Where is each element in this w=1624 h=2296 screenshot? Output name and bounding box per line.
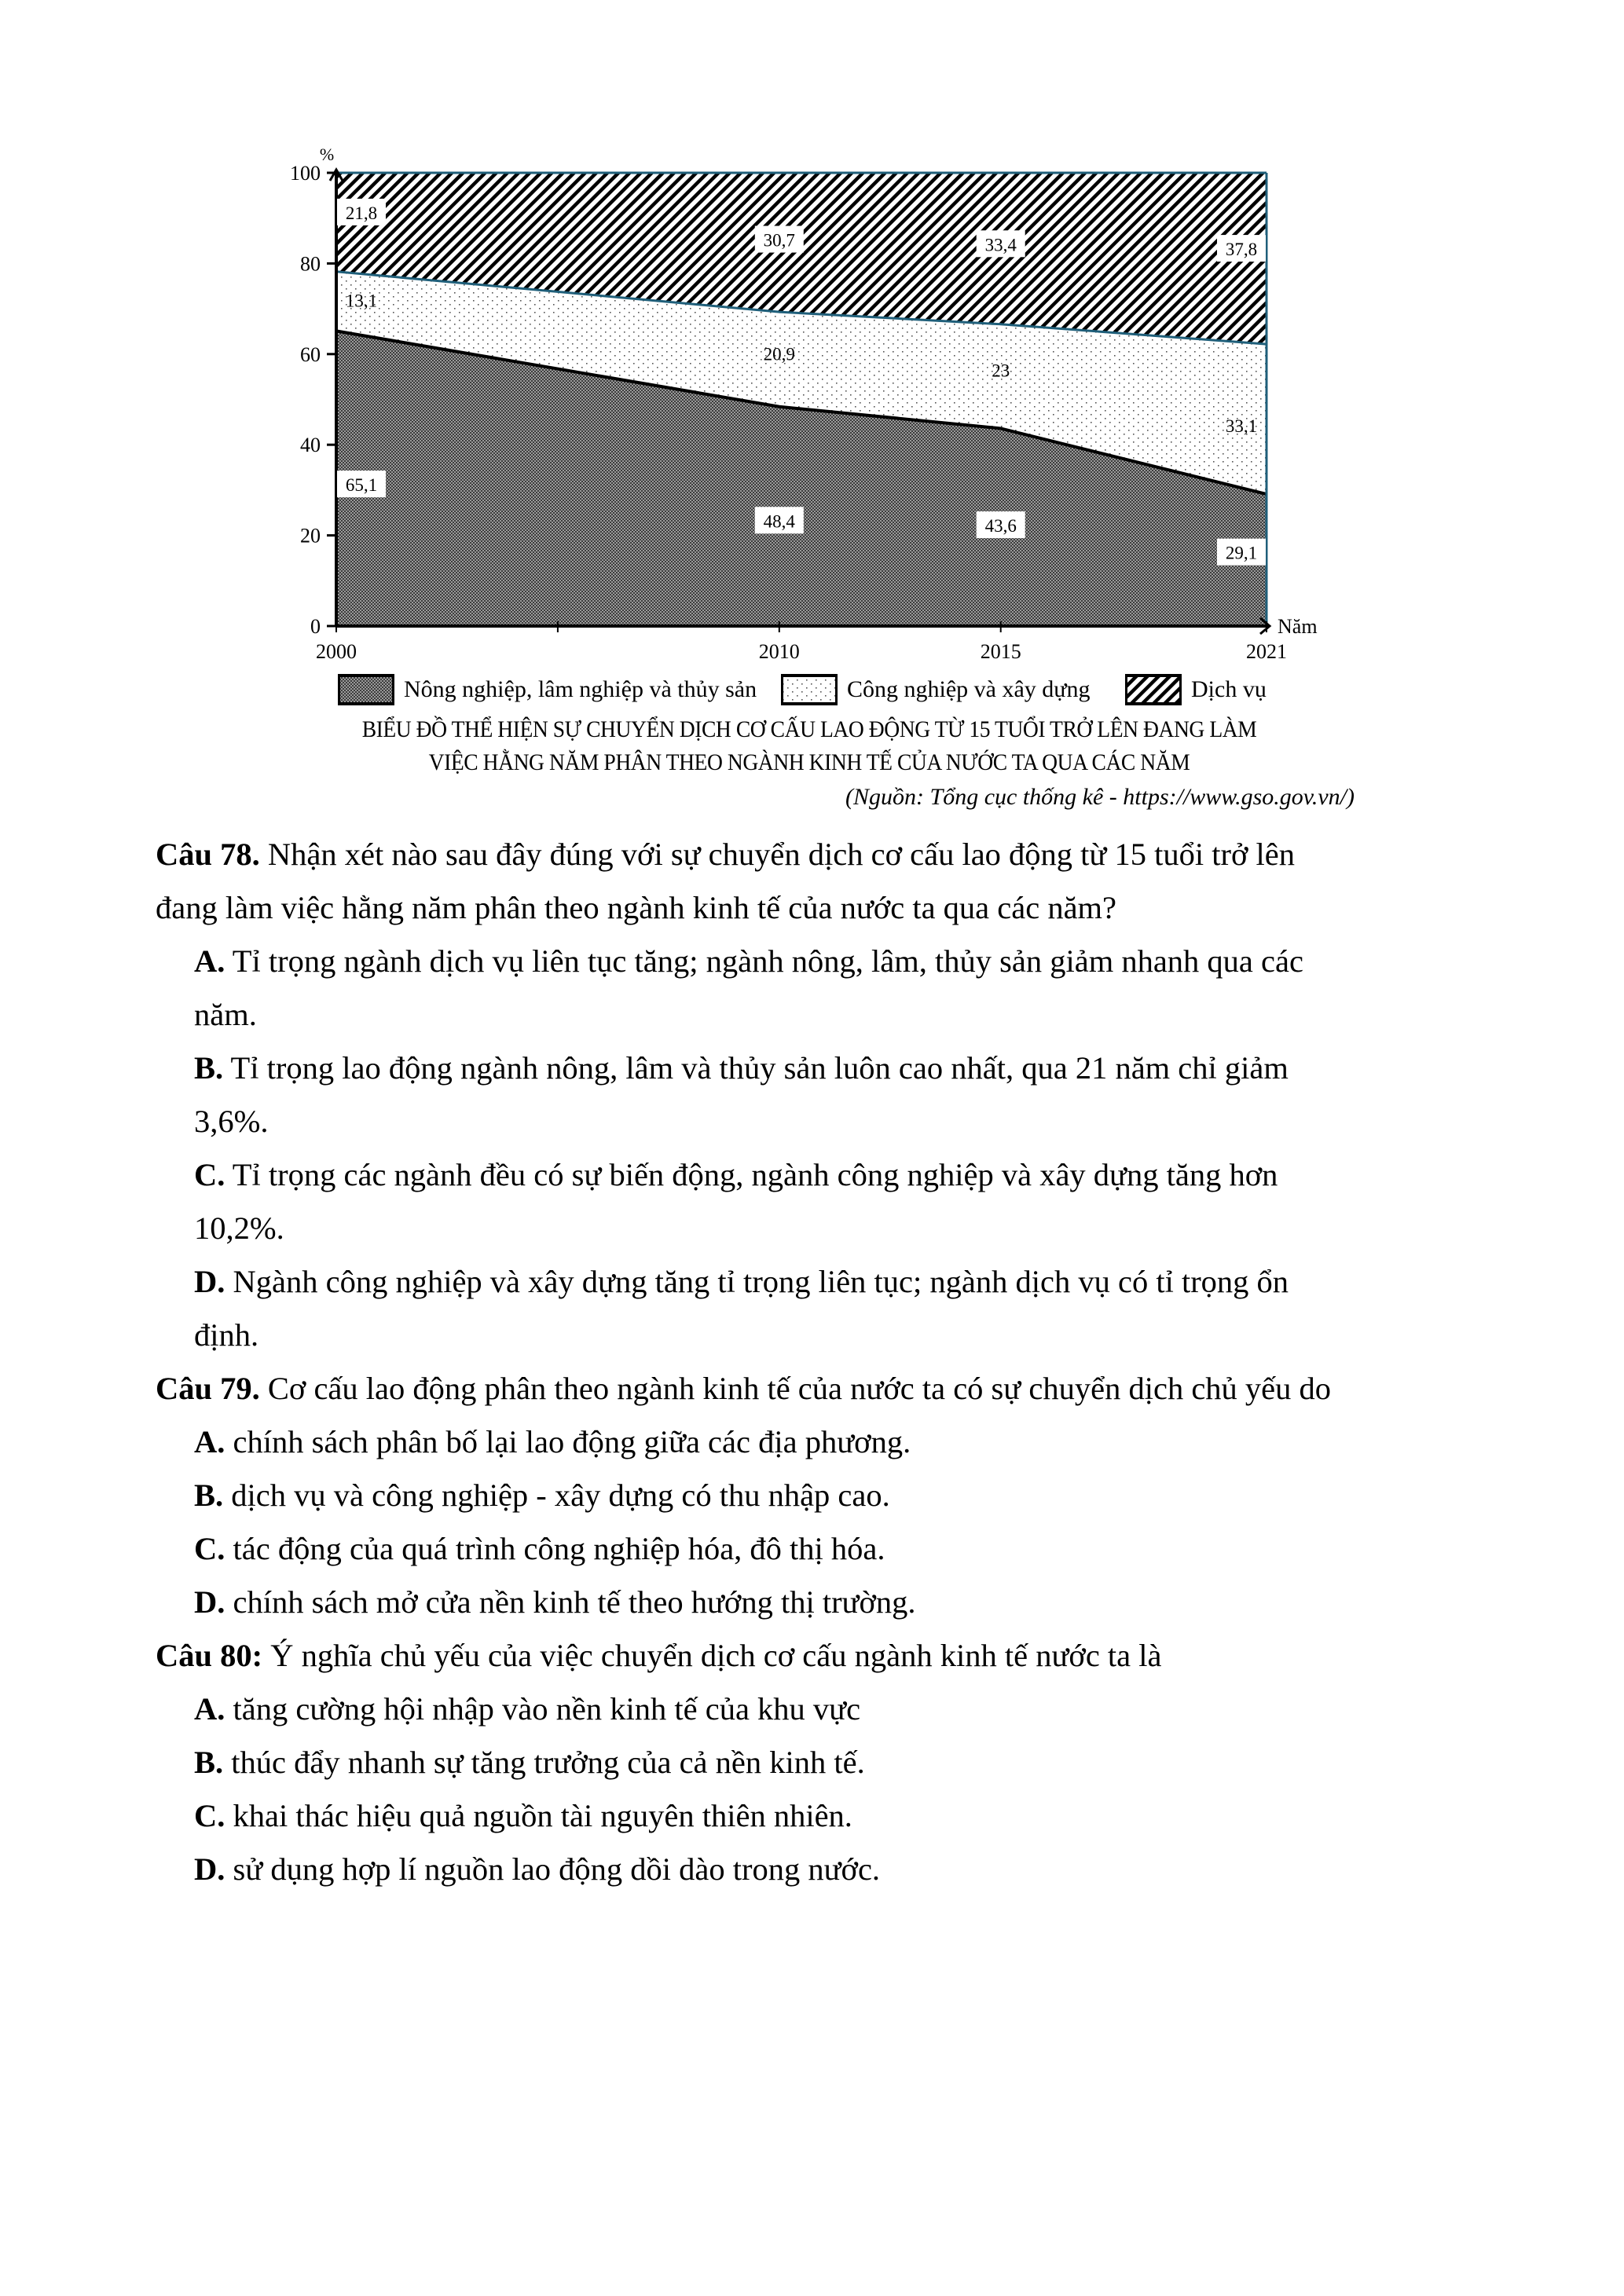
y-tick-label: 80 <box>300 252 321 276</box>
legend-label: Nông nghiệp, lâm nghiệp và thủy sản <box>404 676 757 702</box>
chart-source: (Nguồn: Tổng cục thống kê - https://www.gso.gov.vn/) <box>845 784 1355 810</box>
option-text: thúc đẩy nhanh sự tăng trưởng của cả nền kinh tế. <box>223 1745 865 1780</box>
option-letter: A. <box>194 1691 225 1727</box>
data-label <box>346 291 377 311</box>
data-label <box>1217 235 1266 262</box>
data-label <box>1217 539 1266 566</box>
option-text: 3,6%. <box>194 1104 269 1139</box>
question-text: Cơ cấu lao động phân theo ngành kinh tế của nước ta có sự chuyển dịch chủ yếu do <box>259 1371 1332 1406</box>
option-78-a[interactable] <box>194 935 1487 988</box>
legend-swatch-checker <box>338 674 394 705</box>
option-text: chính sách mở cửa nền kinh tế theo hướng thị trường. <box>225 1584 916 1620</box>
x-tick-label: 2010 <box>758 640 800 663</box>
legend-item-industry <box>781 672 1091 708</box>
y-axis-label: % <box>319 145 335 164</box>
option-text: Tỉ trọng ngành dịch vụ liên tục tăng; ngành nông, lâm, thủy sản giảm nhanh qua các <box>225 943 1303 979</box>
option-78-b[interactable] <box>194 1042 1487 1095</box>
data-label-text: 33,4 <box>984 235 1017 255</box>
data-label <box>977 230 1025 257</box>
chart-title-line2: VIỆC HẰNG NĂM PHÂN THEO NGÀNH KINH TẾ CỦA NƯỚC TA QUA CÁC NĂM <box>428 749 1190 775</box>
data-label <box>755 226 804 253</box>
data-label <box>977 511 1025 538</box>
option-79-c[interactable] <box>194 1522 1487 1576</box>
y-tick-label: 100 <box>290 162 321 185</box>
option-letter: B. <box>194 1745 224 1780</box>
option-text: Tỉ trọng các ngành đều có sự biến động, ngành công nghiệp và xây dựng tăng hơn <box>225 1157 1278 1192</box>
option-text: chính sách phân bố lại lao động giữa các địa phương. <box>225 1424 911 1459</box>
option-78-a-cont[interactable] <box>194 988 1487 1042</box>
question-number: Câu 78. <box>156 837 260 872</box>
question-text: Nhận xét nào sau đây đúng với sự chuyển dịch cơ cấu lao động từ 15 tuổi trở lên <box>259 837 1296 872</box>
data-label <box>1226 416 1257 436</box>
option-text: khai thác hiệu quả nguồn tài nguyên thiên nhiên. <box>225 1798 852 1833</box>
option-text: 10,2%. <box>194 1210 284 1246</box>
option-78-c-cont[interactable] <box>194 1202 1487 1255</box>
option-letter: B. <box>194 1050 224 1086</box>
question-79 <box>156 1362 1483 1415</box>
option-text: định. <box>194 1317 259 1353</box>
option-letter: A. <box>194 943 225 979</box>
option-80-d[interactable] <box>194 1843 1487 1896</box>
chart-title-line1: BIỂU ĐỒ THỂ HIỆN SỰ CHUYỂN DỊCH CƠ CẤU LAO ĐỘNG TỪ 15 TUỔI TRỞ LÊN ĐANG LÀM <box>361 716 1257 742</box>
option-letter: D. <box>194 1264 225 1299</box>
option-78-d[interactable] <box>194 1255 1487 1309</box>
data-label-text: 21,8 <box>345 203 378 223</box>
option-80-b[interactable] <box>194 1736 1487 1789</box>
option-letter: D. <box>194 1584 225 1620</box>
x-tick-label: 2021 <box>1246 640 1287 663</box>
option-78-d-cont[interactable] <box>194 1309 1487 1362</box>
legend-swatch-hatch <box>1125 674 1182 705</box>
option-78-c[interactable] <box>194 1148 1487 1202</box>
question-number: Câu 80: <box>156 1638 263 1673</box>
data-label <box>992 361 1010 380</box>
option-letter: C. <box>194 1798 225 1833</box>
question-78 <box>156 828 1483 881</box>
data-label-text: 43,6 <box>984 516 1017 536</box>
y-tick-label: 40 <box>300 434 321 457</box>
option-letter: C. <box>194 1157 225 1192</box>
option-letter: B. <box>194 1478 224 1513</box>
question-text: đang làm việc hằng năm phân theo ngành kinh tế của nước ta qua các năm? <box>156 890 1117 925</box>
option-text: Ngành công nghiệp và xây dựng tăng tỉ trọng liên tục; ngành dịch vụ có tỉ trọng ổn <box>225 1264 1289 1299</box>
option-letter: A. <box>194 1424 225 1459</box>
option-text: tác động của quá trình công nghiệp hóa, đô thị hóa. <box>225 1531 885 1566</box>
option-79-d[interactable] <box>194 1576 1487 1629</box>
data-label <box>764 344 795 364</box>
option-79-b[interactable] <box>194 1469 1487 1522</box>
option-text: tăng cường hội nhập vào nền kinh tế của khu vực <box>225 1691 861 1727</box>
data-label <box>337 199 386 225</box>
question-80 <box>156 1629 1483 1683</box>
option-text: dịch vụ và công nghiệp - xây dựng có thu nhập cao. <box>223 1478 890 1513</box>
option-letter: D. <box>194 1851 225 1887</box>
y-tick-label: 20 <box>300 524 321 547</box>
option-letter: C. <box>194 1531 225 1566</box>
data-label-text: 30,7 <box>763 230 795 251</box>
data-label-text: 13,1 <box>345 291 378 311</box>
legend-item-agriculture <box>338 672 757 708</box>
x-tick-label: 2015 <box>980 640 1021 663</box>
data-label-text: 48,4 <box>763 511 795 532</box>
option-78-b-cont[interactable] <box>194 1095 1487 1148</box>
data-label-text: 20,9 <box>763 344 795 364</box>
option-79-a[interactable] <box>194 1415 1487 1469</box>
x-axis-label: Năm <box>1278 615 1318 638</box>
data-label <box>337 471 386 497</box>
question-number: Câu 79. <box>156 1371 260 1406</box>
y-tick-label: 60 <box>300 342 321 366</box>
data-label-text: 33,1 <box>1225 416 1258 437</box>
option-text: năm. <box>194 997 257 1032</box>
data-label-text: 23 <box>992 361 1010 381</box>
option-80-c[interactable] <box>194 1789 1487 1843</box>
legend-label: Dịch vụ <box>1191 676 1267 702</box>
question-78-cont <box>156 881 1483 935</box>
y-tick-label: 0 <box>310 615 321 638</box>
stacked-area-chart <box>0 0 1624 676</box>
legend-item-services <box>1125 672 1267 708</box>
legend-label: Công nghiệp và xây dựng <box>847 676 1091 702</box>
data-label-text: 29,1 <box>1225 543 1258 563</box>
option-text: sử dụng hợp lí nguồn lao động dồi dào trong nước. <box>225 1851 881 1887</box>
option-80-a[interactable] <box>194 1683 1487 1736</box>
x-tick-label: 2000 <box>316 640 357 663</box>
data-label-text: 37,8 <box>1225 240 1258 260</box>
data-label <box>755 507 804 533</box>
data-label-text: 65,1 <box>345 475 378 496</box>
legend-swatch-dots <box>781 674 838 705</box>
option-text: Tỉ trọng lao động ngành nông, lâm và thủy sản luôn cao nhất, qua 21 năm chỉ giảm <box>223 1050 1289 1086</box>
question-text: Ý nghĩa chủ yếu của việc chuyển dịch cơ cấu ngành kinh tế nước ta là <box>262 1638 1162 1673</box>
